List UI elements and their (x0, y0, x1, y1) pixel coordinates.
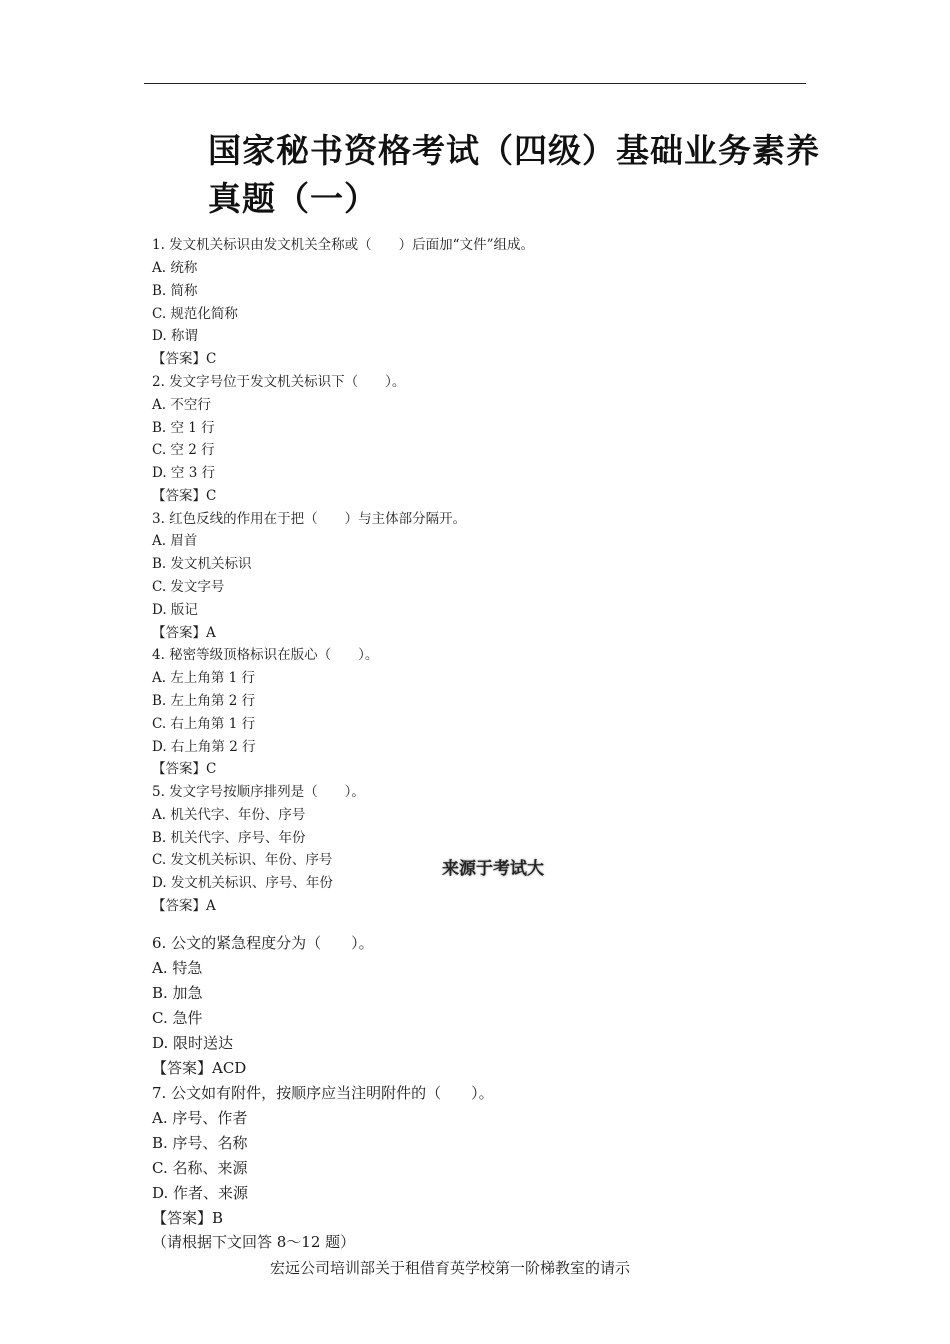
title-line-2: 真题（一） (208, 179, 378, 218)
answer-line: 【答案】C (152, 488, 217, 504)
answer-line: 【答案】A (152, 625, 216, 641)
title-line-1: 国家秘书资格考试（四级）基础业务素养 (208, 131, 820, 170)
option-line: A. 不空行 (152, 397, 211, 413)
option-line: B. 左上角第 2 行 (152, 693, 256, 709)
option-line: B. 序号、名称 (152, 1134, 248, 1152)
option-line: A. 机关代字、年份、序号 (152, 807, 306, 823)
option-line: C. 发文字号 (152, 579, 225, 595)
header-rule (144, 83, 806, 84)
instruction-line: （请根据下文回答 8～12 题） (152, 1233, 356, 1251)
watermark: 来源于考试大 (442, 859, 544, 879)
option-line: D. 称谓 (152, 328, 198, 344)
option-line: B. 空 1 行 (152, 420, 215, 436)
option-line: D. 限时送达 (152, 1034, 234, 1052)
question-line: 4. 秘密等级顶格标识在版心（ ）。 (152, 647, 379, 663)
option-line: C. 发文机关标识、年份、序号 (152, 852, 333, 868)
option-line: B. 机关代字、序号、年份 (152, 830, 306, 846)
option-line: C. 名称、来源 (152, 1159, 248, 1177)
option-line: A. 眉首 (152, 533, 198, 549)
option-line: A. 统称 (152, 260, 198, 276)
question-line: 5. 发文字号按顺序排列是（ ）。 (152, 784, 365, 800)
option-line: D. 空 3 行 (152, 465, 216, 481)
passage-title: 宏远公司培训部关于租借育英学校第一阶梯教室的请示 (270, 1259, 631, 1277)
answer-line: 【答案】C (152, 761, 217, 777)
option-line: B. 发文机关标识 (152, 556, 252, 572)
option-line: A. 左上角第 1 行 (152, 670, 256, 686)
answer-line: 【答案】A (152, 898, 216, 914)
option-line: A. 序号、作者 (152, 1109, 248, 1127)
option-line: C. 急件 (152, 1009, 203, 1027)
question-line: 2. 发文字号位于发文机关标识下（ ）。 (152, 374, 406, 390)
option-line: B. 加急 (152, 984, 203, 1002)
option-line: B. 简称 (152, 283, 198, 299)
answer-line: 【答案】ACD (152, 1059, 247, 1077)
option-line: D. 作者、来源 (152, 1184, 249, 1202)
option-line: D. 版记 (152, 602, 198, 618)
question-line: 1. 发文机关标识由发文机关全称或（ ）后面加“文件”组成。 (152, 237, 534, 253)
answer-line: 【答案】C (152, 351, 217, 367)
option-line: C. 右上角第 1 行 (152, 716, 256, 732)
option-line: D. 右上角第 2 行 (152, 739, 256, 755)
question-line: 6. 公文的紧急程度分为（ ）。 (152, 934, 374, 952)
page-title (208, 127, 818, 223)
question-line: 3. 红色反线的作用在于把（ ）与主体部分隔开。 (152, 511, 467, 527)
option-line: C. 空 2 行 (152, 442, 215, 458)
option-line: D. 发文机关标识、序号、年份 (152, 875, 333, 891)
option-line: A. 特急 (152, 959, 203, 977)
option-line: C. 规范化简称 (152, 306, 238, 322)
question-line: 7. 公文如有附件，按顺序应当注明附件的（ ）。 (152, 1084, 494, 1102)
answer-line: 【答案】B (152, 1209, 224, 1227)
